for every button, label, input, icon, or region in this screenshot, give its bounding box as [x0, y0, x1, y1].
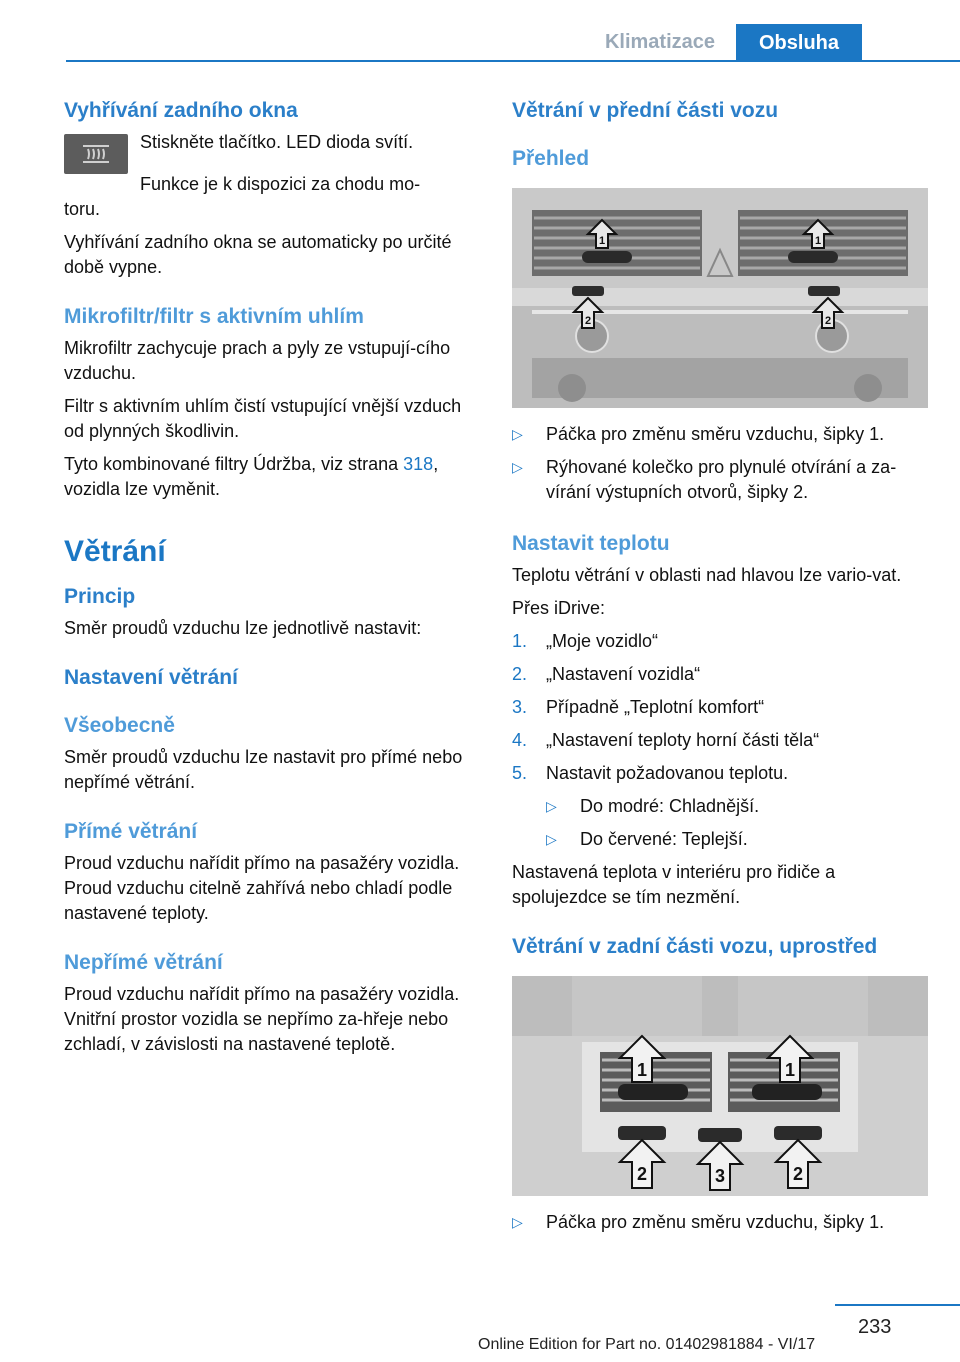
rear-vent-heading: Větrání v zadní části vozu, uprostřed — [512, 935, 878, 958]
front-vent-left — [532, 210, 702, 276]
list-item: ▷ Do červené: Teplejší. — [546, 827, 928, 852]
chapter-tab: Obsluha — [736, 24, 862, 62]
rear-arrow-label: 2 — [792, 1164, 804, 1184]
triangle-bullet-icon: ▷ — [512, 459, 523, 475]
footer-rule — [835, 1304, 960, 1306]
triangle-bullet-icon: ▷ — [512, 426, 523, 442]
temperature-via: Přes iDrive: — [512, 598, 606, 618]
rear-vents-photo — [512, 976, 928, 1196]
filter-text-2: Filtr s aktivním uhlím čistí vstupující vnější vzduch od plynných škodlivin. — [64, 396, 462, 441]
rear-arrow-label: 2 — [636, 1164, 648, 1184]
general-heading: Všeobecně — [64, 714, 175, 737]
rear-window-press: Stiskněte tlačítko. LED dioda svítí. — [140, 132, 414, 152]
list-item: ▷ Páčka pro změnu směru vzduchu, šipky 1. — [512, 1210, 928, 1235]
temperature-steps — [512, 629, 928, 786]
rear-window-engine-note: Funkce je k dispozici za chodu mo- — [140, 174, 421, 194]
front-arrow-label: 1 — [598, 235, 606, 247]
front-arrow-label: 1 — [814, 235, 822, 247]
ventilation-heading: Větrání — [64, 535, 166, 568]
temperature-intro: Teplotu větrání v oblasti nad hlavou lze vario-vat. — [512, 565, 902, 585]
list-item: ▷ Do modré: Chladnější. — [546, 794, 928, 819]
list-item: ▷ Rýhované kolečko pro plynulé otvírání a za-vírání výstupních otvorů, šipky 2. — [512, 457, 897, 502]
front-vent-heading: Větrání v přední části vozu — [512, 99, 779, 122]
triangle-bullet-icon: ▷ — [546, 798, 557, 814]
direct-text: Proud vzduchu nařídit přímo na pasažéry vozidla. Proud vzduchu citelně zahřívá nebo chladí podle nastavené teploty. — [64, 853, 460, 923]
front-vents-photo — [512, 188, 928, 408]
rear-window-auto-off: Vyhřívání zadního okna se automaticky po určité době vypne. — [64, 232, 452, 277]
rear-arrow-label: 1 — [636, 1060, 648, 1080]
left-column — [64, 96, 464, 1065]
page-number: 233 — [858, 1316, 892, 1338]
front-arrow-label: 2 — [824, 315, 832, 327]
right-column — [512, 96, 928, 1245]
section-tab: Klimatizace — [604, 31, 716, 53]
filter-heading: Mikrofiltr/filtr s aktivním uhlím — [64, 305, 364, 328]
page-link[interactable]: 318 — [403, 454, 434, 474]
edition-note: Online Edition for Part no. 01402981884 - VI/17 — [478, 1336, 816, 1353]
principle-text: Směr proudů vzduchu lze jednotlivě nastavit: — [64, 618, 422, 638]
direct-heading: Přímé větrání — [64, 820, 198, 843]
rear-vent-list — [512, 1210, 928, 1235]
page-header — [0, 0, 960, 62]
rear-vent-left — [600, 1052, 712, 1112]
list-item: ▷ Páčka pro změnu směru vzduchu, šipky 1. — [512, 422, 928, 447]
principle-heading: Princip — [64, 585, 136, 608]
filter-text-3: Tyto kombinované filtry Údržba, viz strana 318, vozidla lze vyměnit. — [64, 454, 439, 499]
indirect-heading: Nepřímé větrání — [64, 951, 223, 974]
temperature-sublist — [546, 794, 928, 852]
rear-window-defrost-icon — [64, 134, 128, 174]
indirect-text: Proud vzduchu nařídit přímo na pasažéry vozidla. Vnitřní prostor vozidla se nepřímo za-hřeje nebo zchladí, v závislosti na nastavené teplotě. — [64, 984, 460, 1054]
rear-arrow-label: 1 — [784, 1060, 796, 1080]
list-item: 4. „Nastavení teploty horní části těla“ — [512, 730, 820, 750]
rear-window-heading: Vyhřívání zadního okna — [64, 99, 298, 122]
header-rule — [66, 60, 960, 62]
front-vent-list — [512, 422, 928, 505]
list-item: 5. Nastavit požadovanou teplotu. — [512, 763, 789, 783]
general-text: Směr proudů vzduchu lze nastavit pro přímé nebo nepřímé větrání. — [64, 747, 463, 792]
rear-window-engine-note-cont: toru. — [64, 199, 101, 219]
settings-heading: Nastavení větrání — [64, 666, 238, 689]
temperature-note: Nastavená teplota v interiéru pro řidiče a spolujezdce se tím nezmění. — [512, 862, 836, 907]
list-item: 2. „Nastavení vozidla“ — [512, 664, 701, 684]
overview-heading: Přehled — [512, 147, 590, 170]
list-item: 3. Případně „Teplotní komfort“ — [512, 697, 765, 717]
triangle-bullet-icon: ▷ — [546, 831, 557, 847]
front-arrow-label: 2 — [584, 315, 592, 327]
list-item: 1. „Moje vozidlo“ — [512, 631, 659, 651]
triangle-bullet-icon: ▷ — [512, 1214, 523, 1230]
rear-window-instruction — [64, 130, 464, 174]
temperature-heading: Nastavit teplotu — [512, 532, 670, 555]
filter-text-1: Mikrofiltr zachycuje prach a pyly ze vstupují-cího vzduchu. — [64, 338, 451, 383]
rear-arrow-label: 3 — [714, 1166, 726, 1186]
